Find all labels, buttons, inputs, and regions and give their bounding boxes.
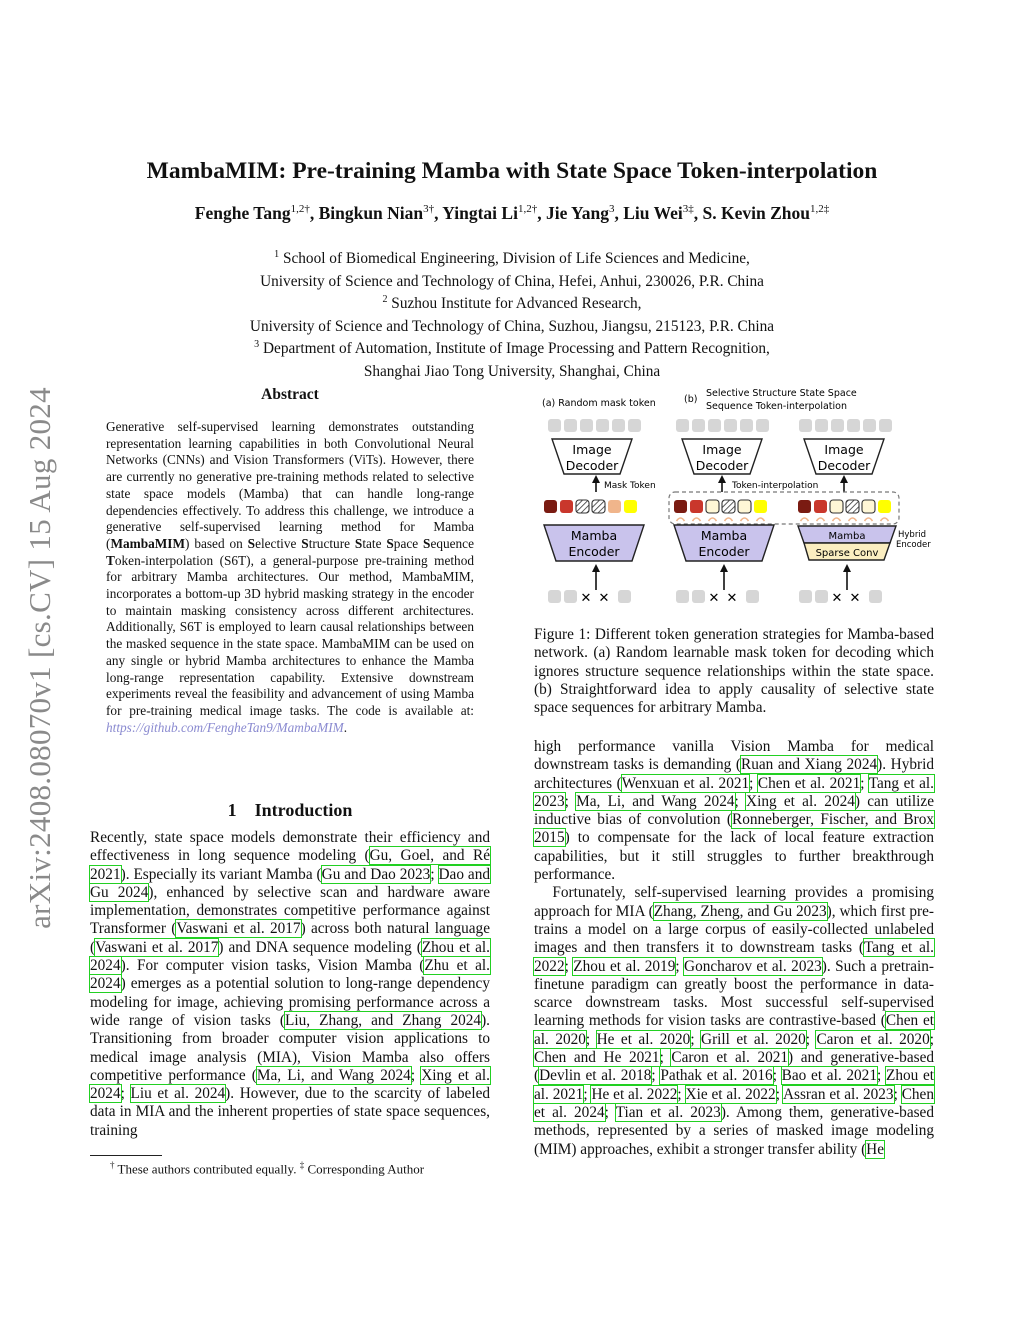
visible-token-square [814, 500, 827, 513]
output-token-square [548, 419, 561, 432]
output-token-square [831, 419, 844, 432]
interpolation-arrow [881, 518, 889, 521]
svg-text:Image: Image [702, 442, 742, 457]
mamba-encoder-2 [674, 525, 774, 561]
mask-token-label: Mask Token [604, 481, 656, 491]
svg-text:Image: Image [572, 442, 612, 457]
intro-right-column [534, 738, 934, 1159]
affiliation-line: University of Science and Technology of China, Suzhou, Jiangsu, 215123, P.R. China [249, 317, 775, 335]
image-decoder-3 [804, 439, 884, 474]
svg-text:Image: Image [824, 442, 864, 457]
citation-link[interactable]: Ma, Li, and Wang 2024 [576, 792, 735, 810]
output-token-square [799, 419, 812, 432]
visible-token-square [754, 500, 767, 513]
citation-link[interactable]: Zhang, Zheng, and Gu 2023 [653, 902, 827, 920]
masked-token-cross-icon: ✕ [831, 591, 843, 606]
citation-link[interactable]: Ma, Li, and Wang 2024 [256, 1066, 411, 1084]
output-token-square [676, 419, 689, 432]
abstract-heading: Abstract [261, 386, 319, 403]
svg-text:Encoder: Encoder [698, 544, 750, 559]
interpolated-token-square [722, 500, 735, 513]
mamba-encoder-1 [544, 525, 644, 561]
citation-link[interactable]: Zhu et al. 2024 [90, 957, 490, 993]
citation-link[interactable]: Wenxuan et al. 2021 [621, 774, 750, 792]
interpolated-token-square [862, 500, 875, 513]
mask-token-square [576, 500, 589, 513]
hybrid-encoder-label-line2: Encoder [896, 540, 931, 550]
visible-token-square [608, 500, 621, 513]
citation-link[interactable]: Zhou et al. 2021 [534, 1067, 935, 1103]
affiliation-line: $^2$ Suzhou Institute for Advanced Research, [382, 294, 642, 313]
input-token-row [548, 590, 882, 606]
affiliation-line: University of Science and Technology of China, Hefei, Anhui, 230026, P.R. China [260, 272, 764, 290]
intro-left-column [90, 829, 490, 1140]
citation-link[interactable]: Xing et al. 2024 [746, 792, 855, 810]
visible-token-square [674, 500, 687, 513]
author-4: Jie Yang$^3$, [545, 203, 624, 223]
visible-token-square [624, 500, 637, 513]
paragraph: Fortunately, self-supervised learning provides a promising approach for MIA (Zhang, Zheng, and Gu 2023), which first pre-trains a model on a large corpus of easily-collected unlabeled images and then transfers it to downstream tasks (Tang et al. 2022; Zhou et al. 2019; Goncharov et al. 2023). Such a pretrain-finetune paradigm can greatly boost the performance in data-scarce downstream tasks. Most successful self-supervised learning methods for vision tasks are contrastive-based (Chen et al. 2020; He et al. 2020; Grill et al. 2020; Caron et al. 2020; Chen and He 2021; Caron et al. 2021) and generative-based (Devlin et al. 2018; Pathak et al. 2016; Bao et al. 2021; Zhou et al. 2021; He et al. 2022; Xie et al. 2022; Assran et al. 2023; Chen et al. 2024; Tian et al. 2023). Among them, generative-based methods, represented by a series of masked image modeling (MIM) approaches, exhibit a stronger transfer ability (He [534, 884, 935, 1158]
author-5: Liu Wei$^{3\ddagger}$, [623, 203, 703, 223]
interpolation-arrow [757, 518, 765, 521]
paper-title: MambaMIM: Pre-training Mamba with State Space Token-interpolation [146, 158, 878, 184]
citation-link[interactable]: Liu, Zhang, and Zhang 2024 [284, 1011, 482, 1029]
citation-link[interactable]: Ronneberger, Fischer, and Brox 2015 [534, 811, 934, 847]
masked-token-cross-icon: ✕ [726, 591, 738, 606]
output-token-square [863, 419, 876, 432]
citation-link[interactable]: Assran et al. 2023 [782, 1085, 894, 1103]
citation-link[interactable]: Vaswani et al. 2017 [95, 938, 219, 956]
svg-text:Sparse Conv: Sparse Conv [815, 548, 879, 559]
input-token-square [564, 590, 577, 603]
output-token-square [740, 419, 753, 432]
output-token-square [596, 419, 609, 432]
masked-token-cross-icon: ✕ [580, 591, 592, 606]
panel-b-label: (b) [684, 394, 698, 405]
citation-link[interactable]: Chen et al. 2024 [534, 1085, 934, 1121]
citation-link[interactable]: Dao and Gu 2024 [90, 865, 491, 901]
section-heading-introduction: 1 Introduction [227, 800, 353, 820]
panel-b-title-line1: Selective Structure State Space [706, 388, 857, 399]
input-token-square [676, 590, 689, 603]
citation-link[interactable]: Xie et al. 2022 [685, 1085, 776, 1103]
figure-caption: Figure 1: Different token generation strategies for Mamba-based network. (a) Random learnable mask token for decoding which ignores structure sequence relationships within the state space. (b) Straightforward idea to apply causality of selective state space sequences for arbitrary Mamba. [534, 626, 934, 717]
visible-token-square [560, 500, 573, 513]
output-token-square [756, 419, 769, 432]
svg-text:Encoder: Encoder [568, 544, 620, 559]
output-token-square [724, 419, 737, 432]
token-interpolation-label: Token-interpolation [732, 481, 819, 491]
code-link[interactable]: https://github.com/FengheTan9/MambaMIM [106, 719, 344, 735]
output-token-square [564, 419, 577, 432]
output-token-square [628, 419, 641, 432]
svg-text:Decoder: Decoder [817, 458, 871, 473]
input-token-square [799, 590, 812, 603]
citation-link[interactable]: Caron et al. 2021 [671, 1049, 789, 1067]
abstract-body: Generative self-supervised learning demonstrates outstanding representation learning capabilities in both Convolutional Neural Networks (CNNs) and Vision Transformers (ViTs). However, there are currently no generative pre-training methods related to selective state space models (Mamba) that can handle long-range dependencies effectively. To address this challenge, we introduce a generative self-supervised learning method for Mamba (MambaMIM) based on Selective Structure State Space Sequence Token-interpolation (S6T), a general-purpose pre-training method for arbitrary Mamba architectures. Our method, MambaMIM, incorporates a bottom-up 3D hybrid masking strategy in the encoder to maintain masking consistency across different architectures. Additionally, S6T is employed to learn causal relationships between the masked sequence in the state space. MambaMIM can be used on any single or hybrid Mamba architectures to enhance the Mamba long-range representation capability. Extensive downstream experiments reveal the feasibility and advancement of using Mamba for pre-training medical image tasks. The code is available at: https://github.com/FengheTan9/MambaMIM. [106, 419, 474, 735]
interpolated-token-square [738, 500, 751, 513]
output-token-square [879, 419, 892, 432]
citation-link[interactable]: Ruan and Xiang 2024 [741, 756, 878, 774]
visible-token-square [878, 500, 891, 513]
interpolation-arrow [709, 518, 717, 521]
citation-link[interactable]: Vaswani et al. 2017 [176, 920, 301, 938]
input-token-square [618, 590, 631, 603]
output-token-square [708, 419, 721, 432]
arxiv-stamp: arXiv:2408.08070v1 [cs.CV] 15 Aug 2024 [22, 386, 57, 929]
footnote-rule [90, 1155, 162, 1156]
output-token-square [815, 419, 828, 432]
image-decoder-1 [552, 439, 632, 474]
interpolation-arrows [677, 518, 889, 521]
image-decoder-2 [682, 439, 762, 474]
svg-text:Mamba: Mamba [700, 528, 748, 543]
citation-link[interactable]: Grill et al. 2020 [701, 1030, 806, 1048]
author-3: Yingtai $Li^{1,2\dagger}$, [442, 203, 546, 223]
author-list [0, 203, 1024, 224]
citation-link[interactable]: Goncharov et al. 2023 [684, 957, 822, 975]
citation-link[interactable]: Xing et al. 2024 [90, 1066, 491, 1103]
visible-token-square [544, 500, 557, 513]
visible-token-square [690, 500, 703, 513]
output-token-square [580, 419, 593, 432]
output-token-square [847, 419, 860, 432]
affiliation-line: $^1$ School of Biomedical Engineering, Division of Life Sciences and Medicine, [274, 249, 750, 268]
citation-link[interactable]: Caron et al. 2020 [816, 1030, 930, 1048]
input-token-square [746, 590, 759, 603]
author-2: Bingkun Nian$^{3\dagger}$, [318, 203, 443, 223]
input-token-square [869, 590, 882, 603]
citation-link[interactable]: Chen et al. 2020 [534, 1012, 934, 1048]
interpolation-arrow [817, 518, 825, 521]
masked-token-cross-icon: ✕ [849, 591, 861, 606]
affiliations [0, 246, 1024, 382]
citation-link[interactable]: Tang et al. 2022 [534, 939, 934, 975]
interpolation-arrow [693, 518, 701, 521]
mask-token-square [592, 500, 605, 513]
citation-link[interactable]: Gu and Dao 2023 [321, 865, 431, 883]
citation-link[interactable]: Zhou et al. 2019 [573, 957, 676, 975]
author-6: S. Kevin Zhou$^{1,2\ddagger}$ [702, 203, 830, 223]
citation-link[interactable]: He [866, 1140, 885, 1158]
interpolated-token-square [830, 500, 843, 513]
footnote: † These authors contributed equally. ‡ Corresponding Author [110, 1160, 425, 1177]
citation-link[interactable]: Pathak et al. 2016 [660, 1067, 773, 1085]
interpolation-arrow [849, 518, 857, 521]
citation-link[interactable]: Chen et al. 2021 [757, 774, 861, 792]
visible-token-square [798, 500, 811, 513]
citation-link[interactable]: Devlin et al. 2018 [539, 1067, 652, 1085]
interpolation-arrow [865, 518, 873, 521]
interpolation-arrow [833, 518, 841, 521]
interpolation-arrow [725, 518, 733, 521]
citation-link[interactable]: He et al. 2022 [591, 1085, 678, 1103]
hybrid-encoder [798, 526, 931, 560]
svg-text:Decoder: Decoder [695, 458, 749, 473]
interpolation-arrow [677, 518, 685, 521]
citation-link[interactable]: Liu et al. 2024 [130, 1085, 226, 1103]
citation-link[interactable]: Bao et al. 2021 [781, 1067, 877, 1085]
output-token-square [692, 419, 705, 432]
affiliation-line: Shanghai Jiao Tong University, Shanghai, China [363, 363, 661, 381]
hybrid-encoder-label-line1: Hybrid [898, 530, 927, 540]
panel-a-label: (a) Random mask token [542, 398, 656, 409]
citation-link[interactable]: Tian et al. 2023 [615, 1103, 721, 1121]
panel-b-title-line2: Sequence Token-interpolation [706, 401, 847, 412]
author-1: Fenghe Tang$^{1,2\dagger}$, [194, 203, 319, 223]
interpolation-arrow [741, 518, 749, 521]
affiliation-line: $^3$ Department of Automation, Institute of Image Processing and Pattern Recognition, [254, 339, 770, 358]
paragraph: Recently, state space models demonstrate their efficiency and effectiveness in long sequence modeling (Gu, Goel, and Ré 2021). Especially its variant Mamba (Gu and Dao 2023; Dao and Gu 2024), enhanced by selective scan and hardware aware implementation, demonstrates competitive performance against Transformer (Vaswani et al. 2017) across both natural language (Vaswani et al. 2017) and DNA sequence modeling (Zhou et al. 2024). For computer vision tasks, Vision Mamba (Zhu et al. 2024) emerges as a potential solution to long-range dependency modeling for image, achieving promising performance across a wide range of vision tasks (Liu, Zhang, and Zhang 2024). Transitioning from broader computer vision applications to medical image analysis (MIA), Vision Mamba also offers competitive performance (Ma, Li, and Wang 2024; Xing et al. 2024; Liu et al. 2024). However, due to the scarcity of labeled data in MIA and the inherent properties of state space sequences, training [90, 829, 491, 1139]
masked-token-cross-icon: ✕ [708, 591, 720, 606]
interpolation-arrow [801, 518, 809, 521]
svg-text:Mamba: Mamba [828, 531, 866, 542]
figure-1 [534, 384, 934, 614]
input-token-square [815, 590, 828, 603]
citation-link[interactable]: Chen and He 2021 [534, 1049, 660, 1067]
output-token-row [548, 419, 892, 432]
interpolated-token-square [846, 500, 859, 513]
figure-diagram [534, 384, 934, 614]
input-token-square [692, 590, 705, 603]
output-token-square [612, 419, 625, 432]
paragraph: high performance vanilla Vision Mamba for medical downstream tasks is demanding (Ruan and Xiang 2024). Hybrid architectures (Wenxuan et al. 2021; Chen et al. 2021; Tang et al. 2023; Ma, Li, and Wang 2024; Xing et al. 2024) can utilize inductive bias of convolution (Ronneberger, Fischer, and Brox 2015) to compensate for the lack of local feature extraction capabilities, but it still struggles to further breakthrough performance. [534, 738, 934, 884]
citation-link[interactable]: He et al. 2020 [596, 1030, 691, 1048]
svg-text:Mamba: Mamba [570, 528, 618, 543]
citation-link[interactable]: Tang et al. 2023 [534, 774, 934, 810]
interpolated-token-square [706, 500, 719, 513]
citation-link[interactable]: Gu, Goel, and Ré 2021 [90, 847, 490, 883]
input-token-square [548, 590, 561, 603]
citation-link[interactable]: Zhou et al. 2024 [90, 938, 490, 975]
masked-token-cross-icon: ✕ [598, 591, 610, 606]
mid-token-row [544, 500, 891, 513]
svg-text:Decoder: Decoder [565, 458, 619, 473]
